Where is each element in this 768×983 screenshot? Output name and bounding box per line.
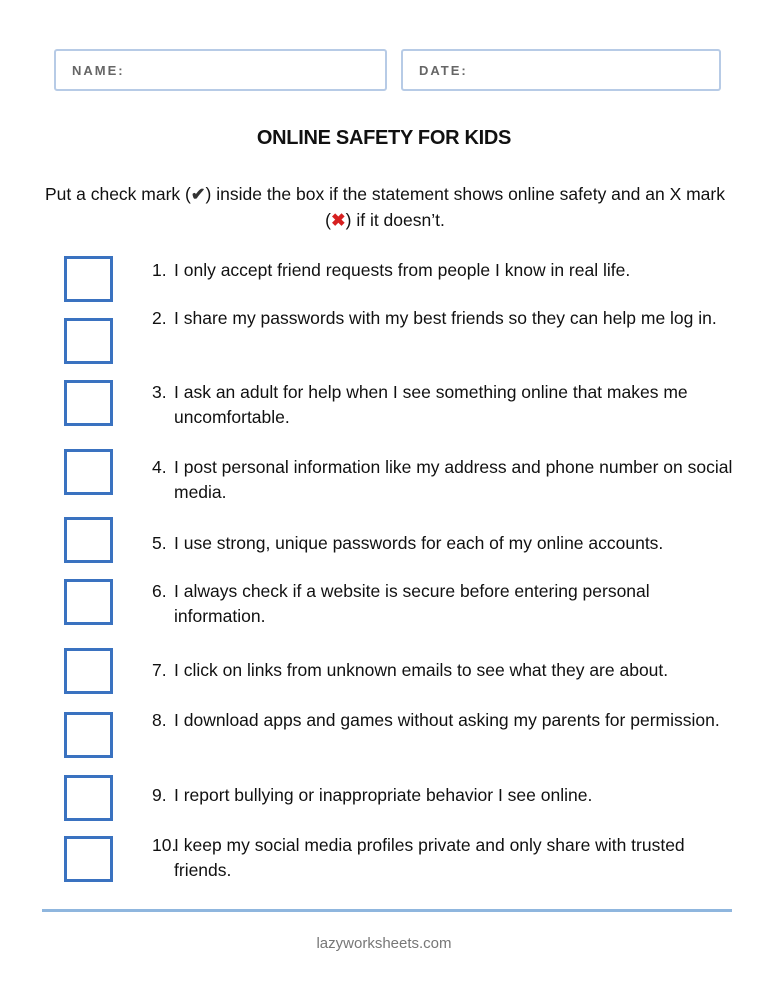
item-text: I always check if a website is secure before entering personal information. <box>174 581 650 626</box>
item-number: 3. <box>152 382 167 402</box>
item-number: 2. <box>152 308 167 328</box>
item-text: I only accept friend requests from people I know in real life. <box>174 260 631 280</box>
item-number: 10. <box>152 835 177 855</box>
instructions-text: Put a check mark ( <box>44 184 191 204</box>
item-text: I use strong, unique passwords for each of my online accounts. <box>174 533 664 553</box>
item-number: 7. <box>152 660 167 680</box>
instructions-text: ) if it doesn’t. <box>345 210 445 230</box>
page-title: ONLINE SAFETY FOR KIDS <box>256 127 512 149</box>
answer-checkbox[interactable] <box>64 836 113 882</box>
item-number: 9. <box>152 785 167 805</box>
instructions <box>40 181 730 233</box>
x-mark-icon: ✖ <box>330 210 346 230</box>
name-field[interactable] <box>54 49 387 91</box>
answer-checkbox[interactable] <box>64 775 113 821</box>
answer-checkbox[interactable] <box>64 648 113 694</box>
footer-divider <box>42 909 732 912</box>
answer-checkbox[interactable] <box>64 449 113 495</box>
instructions-text: ) inside the box if the statement shows online safety and an X mark ( <box>205 184 725 230</box>
date-label: DATE: <box>419 63 468 78</box>
answer-checkbox[interactable] <box>64 712 113 758</box>
item-text: I keep my social media profiles private and only share with trusted friends. <box>174 835 685 880</box>
item-text: I report bullying or inappropriate behavior I see online. <box>174 785 593 805</box>
answer-checkbox[interactable] <box>64 318 113 364</box>
item-number: 8. <box>152 710 167 730</box>
item-number: 1. <box>152 260 167 280</box>
name-label: NAME: <box>72 63 125 78</box>
item-text: I share my passwords with my best friends so they can help me log in. <box>174 308 717 328</box>
item-number: 4. <box>152 457 167 477</box>
answer-checkbox[interactable] <box>64 256 113 302</box>
item-number: 5. <box>152 533 167 553</box>
item-text: I click on links from unknown emails to see what they are about. <box>174 660 669 680</box>
answer-checkbox[interactable] <box>64 579 113 625</box>
footer-site: lazyworksheets.com <box>316 935 452 952</box>
item-text: I post personal information like my address and phone number on social media. <box>174 457 733 502</box>
item-text: I download apps and games without asking my parents for permission. <box>174 710 720 730</box>
date-field[interactable] <box>401 49 721 91</box>
answer-checkbox[interactable] <box>64 380 113 426</box>
item-number: 6. <box>152 581 167 601</box>
check-mark-icon: ✔ <box>190 184 206 204</box>
answer-checkbox[interactable] <box>64 517 113 563</box>
item-text: I ask an adult for help when I see something online that makes me uncomfortable. <box>174 382 688 427</box>
